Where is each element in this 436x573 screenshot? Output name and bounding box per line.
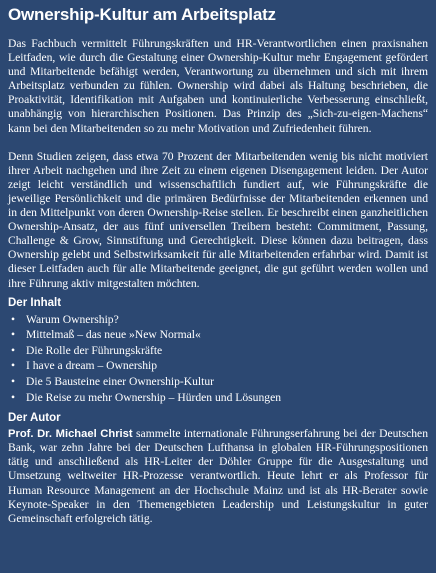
list-item: • Die Rolle der Führungskräfte [11, 343, 163, 357]
bullet-icon: • [11, 328, 16, 342]
bullet-icon: • [11, 374, 16, 388]
list-item: • I have a dream – Ownership [11, 359, 158, 373]
author-bio [8, 427, 428, 526]
bullet-icon: • [11, 390, 16, 404]
bullet-icon: • [11, 343, 16, 357]
page-title: Ownership-Kultur am Arbeitsplatz [8, 5, 276, 24]
author-name: Prof. Dr. Michael Christ [8, 428, 133, 441]
contents-list [8, 312, 428, 406]
body-paragraph: Denn Studien zeigen, dass etwa 70 Prozent der Mitarbeitenden wenig bis nicht motiviert ihrer Arbeit nachgehen und ihre Zeit zu einem eigenen Disengagement leiden. Der Autor zeigt leicht verständlich und wissenschaftlich fundiert auf, wie Führungskräfte die jeweilige Persönlichkeit und die primären Bedürfnisse der Mitarbeitenden erkennen und in den Mittelpunkt von deren Ownership-Reise stellen. Er beschreibt einen ganzheitlichen Ownership-Ansatz, der aus fünf universellen Treibern besteht: Commitment, Passung, Challenge & Grow, Sinnstiftung und Gerechtigkeit. Diese können dazu beitragen, dass Ownership gelebt und Selbstwirksamkeit für alle Mitarbeitenden erfahrbar wird. Damit ist dieser Leitfaden auch für alle Mitarbeitende geeignet, die gut geführt werden wollen und ihre Führung aktiv mitgestalten möchten. [8, 149, 428, 290]
author-bio-text: sammelte internationale Führungserfahrung bei der Deutschen Bank, war zehn Jahre bei der Deutschen Lufthansa in globalen HR-Führungspositionen tätig und anschließend als HR-Leiter der Döhler Gruppe für die Ausgestaltung und Umsetzung weltweiter HR-Prozesse verantwortlich. Heute lehrt er als Professor für Human Resource Management an der Hochschule Mainz und ist als HR-Berater sowie Keynote-Speaker in den Themengebieten Leadership und Leistungskultur in guter Gemeinschaft erfolgreich tätig. [8, 427, 429, 525]
bullet-icon: • [11, 312, 16, 326]
intro-paragraph: Das Fachbuch vermittelt Führungskräften und HR-Verantwortlichen einen praxisnahen Leitfaden, wie durch die Gestaltung einer Ownership-Kultur mehr Engagement gefördert und Mitarbeitende befähigt werden, Verantwortung zu übernehmen und sich mit ihrem Arbeitsplatz verbunden zu fühlen. Ownership wird dabei als Haltung beschrieben, die Proaktivität, Identifikation mit Aufgaben und kontinuierliche Verbesserung einschließt, unabhängig von hierarchischen Positionen. Das Prinzip des „Sich-zu-eigen-Machens“ kann bei den Mitarbeitenden so zu mehr Motivation und Zufriedenheit führen. [8, 37, 428, 135]
author-heading: Der Autor [8, 412, 61, 425]
bullet-icon: • [11, 359, 16, 373]
contents-heading: Der Inhalt [8, 296, 62, 309]
list-item: • Die Reise zu mehr Ownership – Hürden und Lösungen [11, 390, 282, 404]
list-item: • Die 5 Bausteine einer Ownership-Kultur [11, 374, 215, 388]
list-item: • Warum Ownership? [11, 312, 119, 326]
list-item: • Mittelmaß – das neue »New Normal« [11, 328, 201, 342]
